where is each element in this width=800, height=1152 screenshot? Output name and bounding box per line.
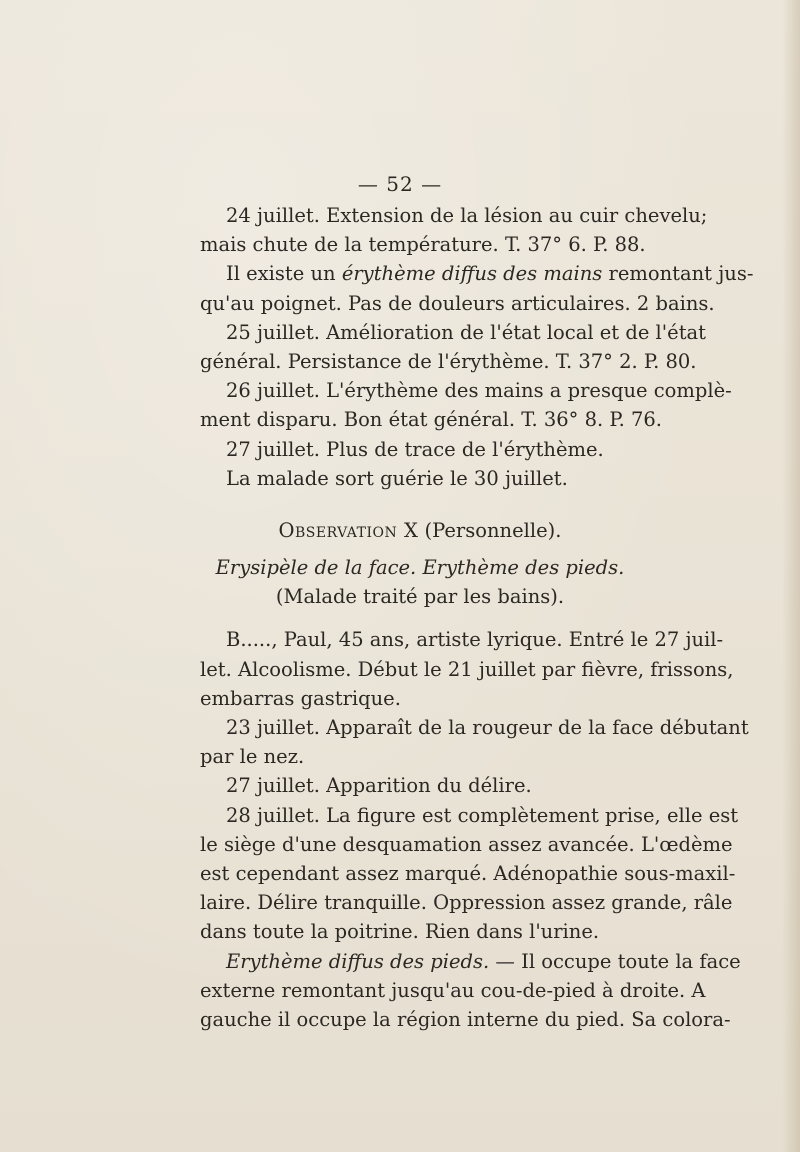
- subtitle: Erysipèle de la face. Erythème des pieds.: [215, 556, 625, 580]
- text-line: 28 juillet. La figure est complètement prise, elle est: [226, 803, 739, 827]
- text-line: 24 juillet. Extension de la lésion au cuir chevelu;: [226, 204, 708, 227]
- text-line: [200, 947, 741, 976]
- italic-term: Erythème diffus des pieds.: [226, 949, 490, 973]
- subtitle-note: (Malade traité par les bains).: [275, 585, 565, 609]
- text-run: remontant jus-: [602, 262, 754, 286]
- text-line: qu'au poignet. Pas de douleurs articulaires. 2 bains.: [200, 291, 715, 315]
- italic-term: érythème diffus des mains: [341, 262, 603, 286]
- spacer: [200, 493, 640, 516]
- text-line: mais chute de la température. T. 37° 6. P. 88.: [200, 233, 646, 257]
- text-line: [200, 259, 754, 288]
- text-line: général. Persistance de l'érythème. T. 37° 2. P. 80.: [200, 349, 697, 373]
- text-line: laire. Délire tranquille. Oppression assez grande, râle: [200, 891, 733, 915]
- text-line: La malade sort guérie le 30 juillet.: [226, 466, 568, 490]
- text-line: est cependant assez marqué. Adénopathie sous-maxil-: [200, 861, 736, 885]
- text-line: 26 juillet. L'érythème des mains a presque complè-: [226, 379, 732, 403]
- text-line: dans toute la poitrine. Rien dans l'urine.: [200, 920, 600, 944]
- observation-title: Observation X: [278, 518, 419, 542]
- observation-source: (Personnelle).: [418, 518, 562, 542]
- text-line: gauche il occupe la région interne du pied. Sa colora-: [200, 1007, 731, 1031]
- text-run: — Il occupe toute la face: [489, 949, 741, 973]
- page-number: — 52 —: [357, 172, 443, 196]
- text-line: B....., Paul, 45 ans, artiste lyrique. Entré le 27 juil-: [226, 628, 724, 652]
- text-line: par le nez.: [200, 745, 305, 769]
- spacer: [200, 611, 640, 625]
- text-line: 27 juillet. Apparition du délire.: [226, 774, 532, 798]
- text-line: 25 juillet. Amélioration de l'état local et de l'état: [226, 320, 706, 344]
- text-line: 23 juillet. Apparaît de la rougeur de la face débutant: [226, 716, 749, 739]
- text-line: ment disparu. Bon état général. T. 36° 8. P. 76.: [200, 408, 662, 432]
- body-text: [200, 201, 754, 1034]
- text-line: embarras gastrique.: [200, 686, 401, 710]
- text-line: 27 juillet. Plus de trace de l'érythème.: [226, 437, 604, 461]
- observation-heading: [200, 516, 640, 545]
- text-line: let. Alcoolisme. Début le 21 juillet par fièvre, frissons,: [200, 657, 734, 681]
- text-run: Il existe un: [226, 262, 342, 286]
- text-line: externe remontant jusqu'au cou-de-pied à droite. A: [200, 978, 706, 1002]
- text-line: le siège d'une desquamation assez avancée. L'œdème: [200, 832, 733, 856]
